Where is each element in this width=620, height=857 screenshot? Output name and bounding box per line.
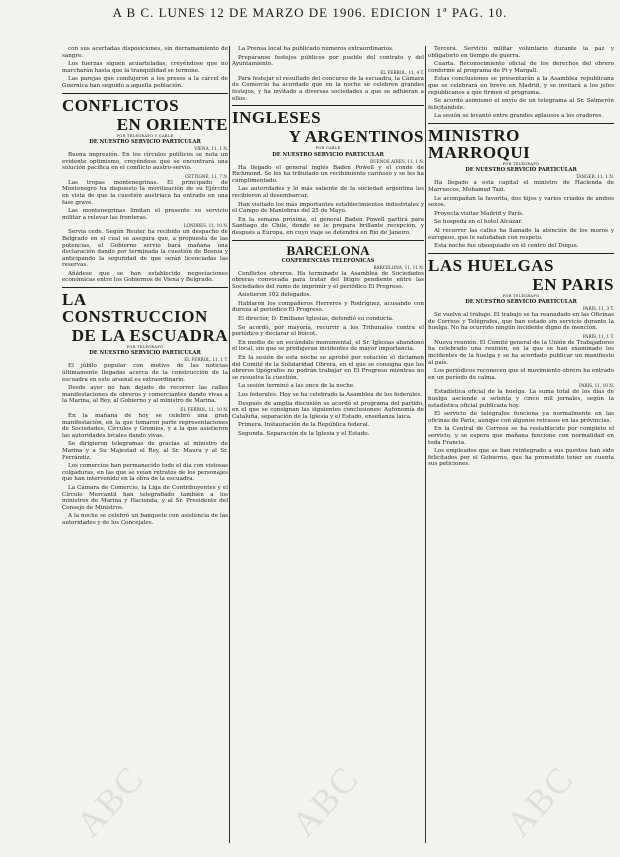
service-line: CONFERENCIAS TELEFÓNICAS	[281, 257, 375, 264]
divider	[428, 123, 614, 124]
dateline: EL FERROL, 11, 10 N.	[180, 407, 228, 413]
paragraph: Las autoridades y lo más saliente de la sociedad argentina les recibieron al desembarcar.	[232, 186, 424, 199]
paragraph: Los periódicos reconocen que el movimiento obrero ha entrado en un período de calma.	[428, 368, 614, 381]
column-3	[428, 46, 614, 843]
paragraph: Los federales. Hoy se ha celebrado la Asamblea de los federales.	[238, 392, 423, 398]
dateline: VIENA, 11, 1 N.	[194, 145, 228, 151]
paragraph: Después de amplia discusión se acordó el programa del partido, en el que se consignan las siguientes conclusiones: Autonomía de Cataluña, separación de la Iglesia y el Estado, enseñanza laica.	[232, 400, 424, 420]
paragraph: La sesión se levantó entre grandes aplausos a los oradores.	[434, 113, 604, 120]
paragraph: Le acompañan la favorita, dos hijos y varios criados de ambos sexos.	[428, 195, 614, 209]
paragraph: Las montenegrinas limitan el presente su servicio militar a relevar las fronteras.	[62, 208, 228, 221]
paragraph: Los empleados que se han reintegrado a sus puestos han sido felicitados por el Gobierno, que ha prometido tener en cuenta sus peticiones.	[428, 448, 614, 468]
column-2	[232, 46, 424, 843]
paragraph: Primera. Instauración de la República federal.	[238, 422, 370, 429]
watermark-stamp: ABC	[283, 757, 367, 845]
paragraph: con sus acertadas disposiciones, sin derramamiento de sangre.	[62, 46, 228, 59]
divider	[62, 93, 228, 94]
paragraph: La Prensa local ha publicado números extraordinarios.	[238, 46, 394, 52]
column-1	[62, 46, 228, 843]
dateline: PARÍS, 11, 3 T.	[582, 306, 614, 312]
dateline: LONDRES, 11, 10 N.	[183, 223, 228, 229]
paragraph: Proyecta visitar Madrid y París.	[434, 210, 524, 217]
paragraph: El júbilo popular con motivo de las noticias últimamente llegadas acerca de la construcción de la escuadra en este arsenal es extraordinario.	[62, 363, 228, 383]
paragraph: El director, D. Emiliano Iglesias, defendió su conducta.	[238, 316, 394, 323]
service-line: DE NUESTRO SERVICIO PARTICULAR	[89, 350, 201, 357]
column-rule-1	[229, 46, 230, 843]
paragraph: Al recorrer las calles ha llamado la atención de los moros y europeos, que le saludaban con respeto.	[428, 227, 614, 241]
column-rule-2	[425, 46, 426, 843]
paragraph: Ha llegado a esta capital el ministro de Hacienda de Marruecos, Mohamed Tazi.	[428, 180, 614, 193]
paragraph: En medio de un escándalo monumental, el Sr. Iglesias abandonó el local, sin que se produjeran incidentes de mayor importancia.	[232, 339, 424, 353]
paragraph: El servicio de telégrafos funciona ya normalmente en las oficinas de París, aunque con algunos retrasos en las provincias.	[428, 411, 614, 424]
dateline: PARÍS, 11, 1 T.	[582, 333, 614, 339]
headline-la-construccion: LA CONSTRUCCION	[62, 290, 208, 327]
byline: POR TELÉGRAFO	[126, 345, 164, 350]
paragraph: La sesión terminó a las once de la noche.	[238, 383, 355, 390]
headline-conflictos: CONFLICTOS	[62, 95, 180, 115]
watermark-stamp: ABC	[68, 757, 152, 845]
paragraph: Se dirigieron telegramas de gracias al ministro de Marina y a Su Majestad el Rey, al Sr. Maura y al Sr. Ferrándiz.	[62, 441, 228, 461]
paragraph: Estadística oficial de la huelga. La suma total de los días de huelga asciende a setenta y cinco mil jornales, según la estadística oficial publicada hoy.	[428, 389, 614, 409]
paragraph: Buena impresión. En los círculos políticos se nota un evidente optimismo, creyéndose que se encontrará una solución pacífica en el conflicto austro-servio.	[62, 151, 228, 172]
dateline: EL FERROL, 11, 1 T.	[184, 357, 228, 363]
dateline: BARCELONA, 11, 11 N.	[373, 264, 424, 270]
paragraph: Tercera. Servicio militar voluntario durante la paz y obligatorio en tiempo de guerra.	[428, 46, 614, 59]
paragraph: Estas conclusiones se presentarán a la Asamblea republicana que se celebrará en breve en Madrid, y se invitará a los jefes republicanos a que firmen el programa.	[428, 76, 614, 96]
divider	[62, 287, 228, 288]
byline: POR TELÉGRAFO Y CABLE	[116, 133, 174, 138]
paragraph: En la Central de Correos se ha restablecido por completo el servicio, y se espera que mañana funcione con normalidad en toda Francia.	[428, 426, 614, 446]
paragraph: Servia cede. Según Reuter ha recibido un despacho de Belgrado en el cual se asegura que, a propuesta de las potencias, el Gobierno servio hará mañana una declaración dando por terminada la cuestión de Bosnia y anticipando la seguridad de que serán licenciadas las reservas.	[62, 229, 228, 269]
byline: POR TELÉGRAFO	[502, 161, 540, 166]
headline-y-argentinos: Y ARGENTINOS	[288, 127, 424, 147]
paragraph: Se vuelve al trabajo. El trabajo se ha reanudado en las Oficinas de Correos y Telégrafos, que han estado sin servicio durante la huelga. No ha ocurrido ningún incidente digno de mención.	[428, 312, 614, 332]
paragraph: Se acordó, por mayoría, recurrir a los Tribunales contra el periódico y declarar el boicot.	[232, 324, 424, 338]
page-header: A B C. LUNES 12 DE MARZO DE 1906. EDICION 1ª PAG. 10.	[112, 5, 508, 20]
dateline: BUENOS AIRES, 11, 1 N.	[370, 158, 424, 164]
paragraph: Nueva reunión. El Comité general de la Unión de Trabajadores ha celebrado una reunión, en la que se han examinado los incidentes de la huelga y se ha acordado publicar un manifiesto al país.	[428, 339, 614, 366]
service-line: DE NUESTRO SERVICIO PARTICULAR	[272, 151, 384, 158]
paragraph: Las tropas montenegrinas. El principado de Montenegro ha dispuesto la movilización de su Ejército en vista de que la cuestión austriaca ha entrado en una fase grave.	[62, 179, 228, 206]
paragraph: Se hospeda en el hotel Alcázar.	[434, 219, 523, 226]
headline-ingleses: INGLESES	[232, 108, 322, 128]
dateline: CETTIGNÉ, 11, 7 N.	[184, 173, 228, 179]
paragraph: Ha llegado el general inglés Baden Powell y el conde de Richmond. Se les ha tributado un recibimiento cariñoso y se les ha cumplimentado.	[232, 164, 424, 184]
headline-las-huelgas: LAS HUELGAS	[428, 255, 554, 275]
paragraph: Hablaron los compañeros Herreros y Rodríguez, acusando con dureza al periódico El Progreso.	[232, 300, 424, 314]
divider	[428, 253, 614, 254]
watermark-stamp: ABC	[498, 757, 582, 845]
paragraph: Se acordó asimismo el envío de un telegrama al Sr. Salmerón felicitándole.	[428, 98, 614, 111]
service-line: DE NUESTRO SERVICIO PARTICULAR	[465, 299, 577, 306]
paragraph: A la noche se celebró un banquete con asistencia de las autoridades y de los Concejales.	[62, 513, 228, 526]
byline: POR CABLE	[315, 146, 341, 151]
paragraph: Conflictos obreros. Ha terminado la Asamblea de Sociedades obreras convocada para tratar del litigio pendiente entre las Sociedades del ramo de imprimir y el periódico El Progreso.	[232, 270, 424, 290]
headline-en-paris: EN PARIS	[532, 274, 614, 294]
paragraph: Han visitado los más importantes establecimientos industriales y el Campo de Maniobras del 25 de Mayo.	[232, 201, 424, 215]
byline: POR TELÉGRAFO	[502, 293, 540, 298]
headline-ministro-marroqui: MINISTRO MARROQUI	[428, 125, 531, 162]
headline-en-oriente: EN ORIENTE	[116, 114, 228, 134]
paragraph: Prepáranse festejos públicos por pueblo del contrato y del Ayuntamiento.	[232, 54, 424, 68]
headline-de-la-escuadra: DE LA ESCUADRA	[71, 326, 228, 346]
divider	[232, 105, 424, 106]
paragraph: Los comercios han permanecido todo el día con vistosas colgaduras, en las que se veían retratos de los personajes que han intervenido en la obra de la escuadra.	[62, 463, 228, 483]
paragraph: Cuarta. Reconocimiento oficial de los derechos del obrero conforme al programa de Pi y Margall.	[428, 61, 614, 74]
divider	[232, 240, 424, 241]
paragraph: En la sesión de esta noche se aprobó por votación el dictamen del Comité de la Solidaridad Obrera, en el que se consigna que los obreros tipógrafos no podrán trabajar en El Progreso mientras no se resuelva la cuestión.	[232, 355, 424, 381]
paragraph: En la semana próxima, el general Baden Powell partirá para Santiago de Chile, donde se le prepara brillante recepción, y después a Europa, en cuyo viaje se detendrá en Río de Janeiro.	[232, 216, 424, 236]
paragraph: Los fuerzas siguen acuarteladas, creyéndose que no marcharán hasta que la tranquilidad se termine.	[62, 61, 228, 74]
paragraph: Esta noche fue obsequiado en el centro del Duque.	[434, 243, 579, 250]
paragraph: Desde ayer no han dejado de recorrer las calles manifestaciones de obreros y comerciantes dando vivas a la Marina, al Rey, al Gobierno y al ministro de Marina.	[62, 385, 228, 405]
service-line: DE NUESTRO SERVICIO PARTICULAR	[465, 167, 577, 174]
paragraph: Las parejas que condujeron a los presos a la cárcel de Guernica han seguido a aquella población.	[62, 76, 228, 89]
service-line: DE NUESTRO SERVICIO PARTICULAR	[89, 138, 201, 145]
dateline: EL FERROL, 11, 4 T.	[380, 69, 424, 75]
paragraph: Segunda. Separación de la Iglesia y el Estado.	[238, 430, 370, 437]
paragraph: Para festejar el resultado del concurso de la escuadra, la Cámara de Comercio ha acordado que en la noche se celebren grandes festejos, y ha invitado a diversas sociedades a que se adhieran a ellos.	[232, 75, 424, 102]
paragraph: En la mañana de hoy se celebró una gran manifestación, en la que tomaron parte representaciones de Sociedades, Círculos y Gremios, y a la que asistieron las autoridades locales dando vivas.	[62, 413, 228, 439]
dateline: PARÍS, 11, 10 N.	[578, 383, 614, 389]
headline-barcelona: BARCELONA	[286, 242, 370, 258]
paragraph: La Cámara de Comercio, la Liga de Contribuyentes y el Círculo Mercantil han telegrafiado también a los ministros de Marina y Hacienda, y al Sr. Presidente del Consejo de Ministros.	[62, 484, 228, 511]
paragraph: Añádese que se han establecido negociaciones económicas entre los Gobiernos de Viena y Belgrado.	[62, 270, 228, 284]
dateline: TÁNGER, 11, 1 N.	[575, 174, 614, 180]
paragraph: Asistieron 102 delegados.	[238, 292, 312, 299]
